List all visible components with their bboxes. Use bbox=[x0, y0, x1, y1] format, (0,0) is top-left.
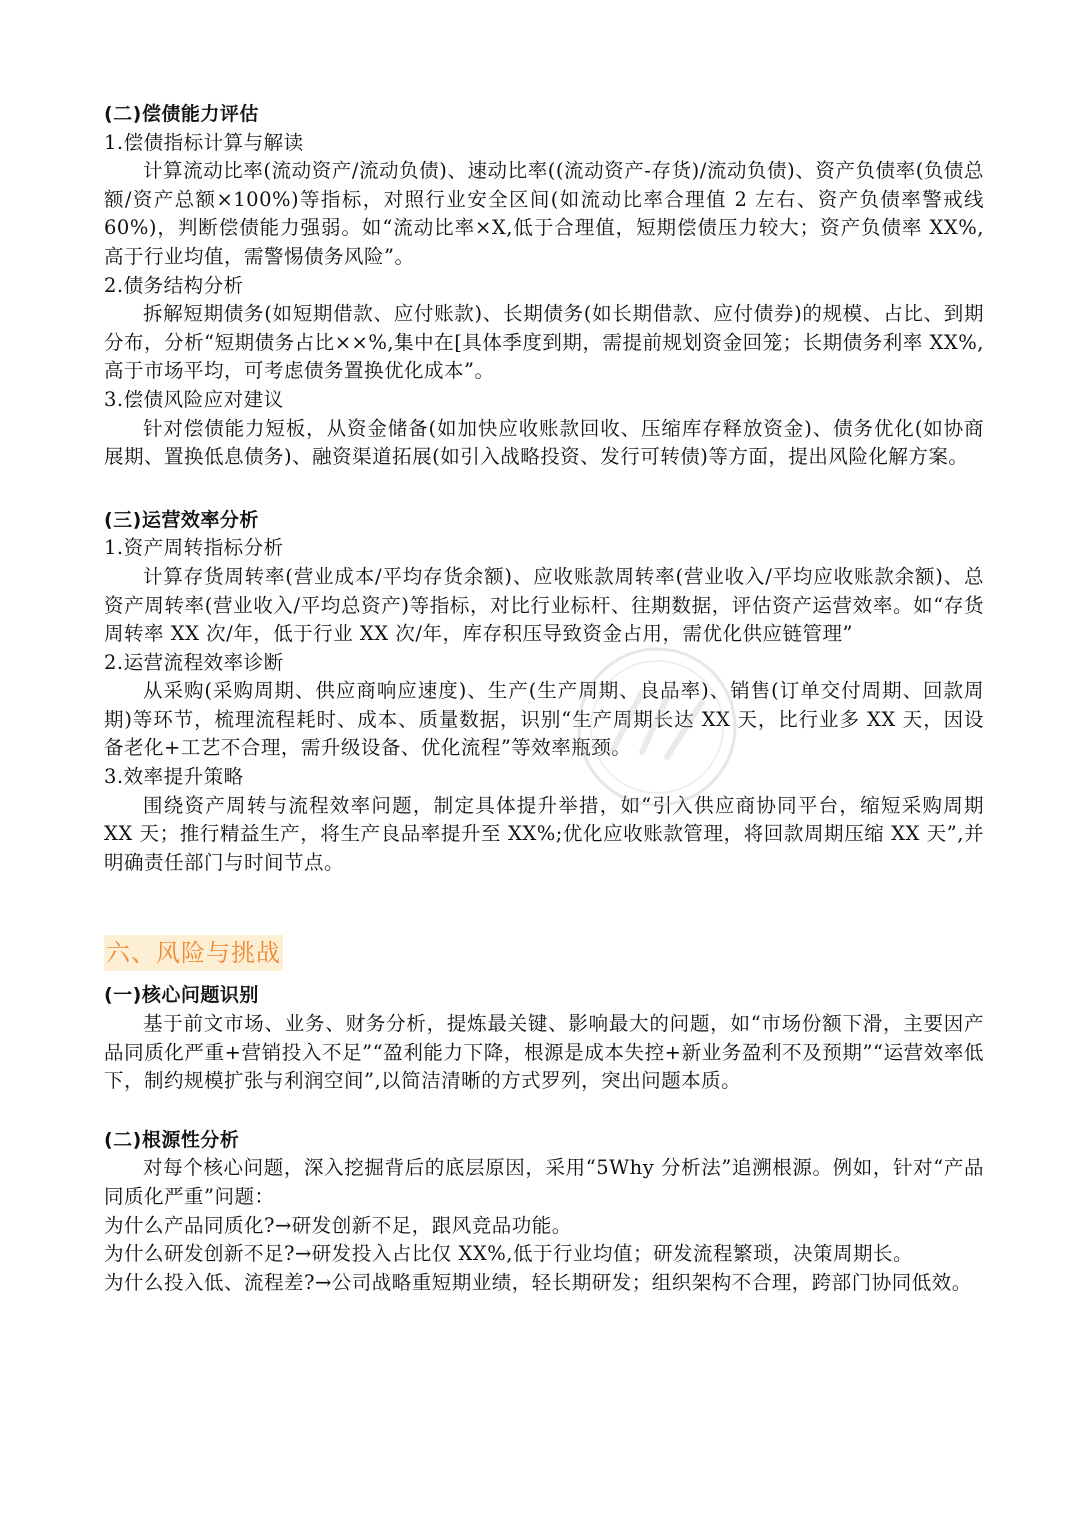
document-page bbox=[104, 100, 984, 1297]
solvency-heading: (二)偿债能力评估 bbox=[104, 103, 259, 125]
solvency-item2-text: 拆解短期债务(如短期借款、应付账款)、长期债务(如长期借款、应付债券)的规模、占比、到期分布，分析“短期债务占比××%,集中在[具体季度到期，需提前规划资金回笼；长期债务利率 XX%,高于市场平均，可考虑债务置换优化成本”。 bbox=[104, 302, 984, 383]
why-line: 为什么研发创新不足?→研发投入占比仅 XX%,低于行业均值；研发流程繁琐，决策周期长。 bbox=[104, 1242, 913, 1266]
solvency-item2-title: 2.债务结构分析 bbox=[104, 273, 244, 297]
root-cause-heading: (二)根源性分析 bbox=[104, 1128, 240, 1151]
efficiency-item1-text: 计算存货周转率(营业成本/平均存货余额)、应收账款周转率(营业收入/平均应收账款余额)、总资产周转率(营业收入/平均总资产)等指标，对比行业标杆、往期数据，评估资产运营效率。如“存货周转率 XX 次/年，低于行业 XX 次/年，库存积压导致资金占用，需优化供应链管理” bbox=[104, 564, 984, 646]
why-line: 为什么投入低、流程差?→公司战略重短期业绩，轻长期研发；组织架构不合理，跨部门协同低效。 bbox=[104, 1270, 972, 1294]
efficiency-item2-text: 从采购(采购周期、供应商响应速度)、生产(生产周期、良品率)、销售(订单交付周期、回款周期)等环节，梳理流程耗时、成本、质量数据，识别“生产周期长达 XX 天，比行业多 XX 天，因设备老化+工艺不合理，需升级设备、优化流程”等效率瓶颈。 bbox=[104, 679, 984, 760]
efficiency-item3-title: 3.效率提升策略 bbox=[104, 765, 244, 789]
solvency-item1-text: 计算流动比率(流动资产/流动负债)、速动比率((流动资产-存货)/流动负债)、资产负债率(负债总额/资产总额×100%)等指标，对照行业安全区间(如流动比率合理值 2 左右、资产负债率警戒线 60%)，判断偿债能力强弱。如“流动比率×X,低于合理值，短期偿债压力较大；资产负债率 XX%,高于行业均值，需警惕债务风险”。 bbox=[104, 159, 984, 268]
solvency-item1-title: 1.偿债指标计算与解读 bbox=[104, 130, 304, 154]
efficiency-heading: (三)运营效率分析 bbox=[104, 508, 259, 531]
core-issues-heading: (一)核心问题识别 bbox=[104, 984, 259, 1007]
root-cause-text: 对每个核心问题，深入挖掘背后的底层原因，采用“5Why 分析法”追溯根源。例如，针对“产品同质化严重”问题： bbox=[104, 1156, 984, 1208]
efficiency-item1-title: 1.资产周转指标分析 bbox=[104, 536, 284, 560]
solvency-item3-title: 3.偿债风险应对建议 bbox=[104, 387, 284, 411]
efficiency-item3-text: 围绕资产周转与流程效率问题，制定具体提升举措，如“引入供应商协同平台，缩短采购周期 XX 天；推行精益生产，将生产良品率提升至 XX%;优化应收账款管理，将回款周期压缩 XX 天”,并明确责任部门与时间节点。 bbox=[104, 793, 984, 874]
why-line: 为什么产品同质化?→研发创新不足，跟风竞品功能。 bbox=[104, 1213, 572, 1237]
efficiency-item2-title: 2.运营流程效率诊断 bbox=[104, 650, 284, 674]
core-issues-text: 基于前文市场、业务、财务分析，提炼最关键、影响最大的问题，如“市场份额下滑，主要因产品同质化严重+营销投入不足”“盈利能力下降，根源是成本失控+新业务盈利不及预期”“运营效率低下，制约规模扩张与利润空间”,以简洁清晰的方式罗列，突出问题本质。 bbox=[104, 1012, 984, 1093]
section-six-title: 六、风险与挑战 bbox=[104, 935, 283, 971]
solvency-item3-text: 针对偿债能力短板，从资金储备(如加快应收账款回收、压缩库存释放资金)、债务优化(如协商展期、置换低息债务)、融资渠道拓展(如引入战略投资、发行可转债)等方面，提出风险化解方案。 bbox=[104, 416, 984, 469]
